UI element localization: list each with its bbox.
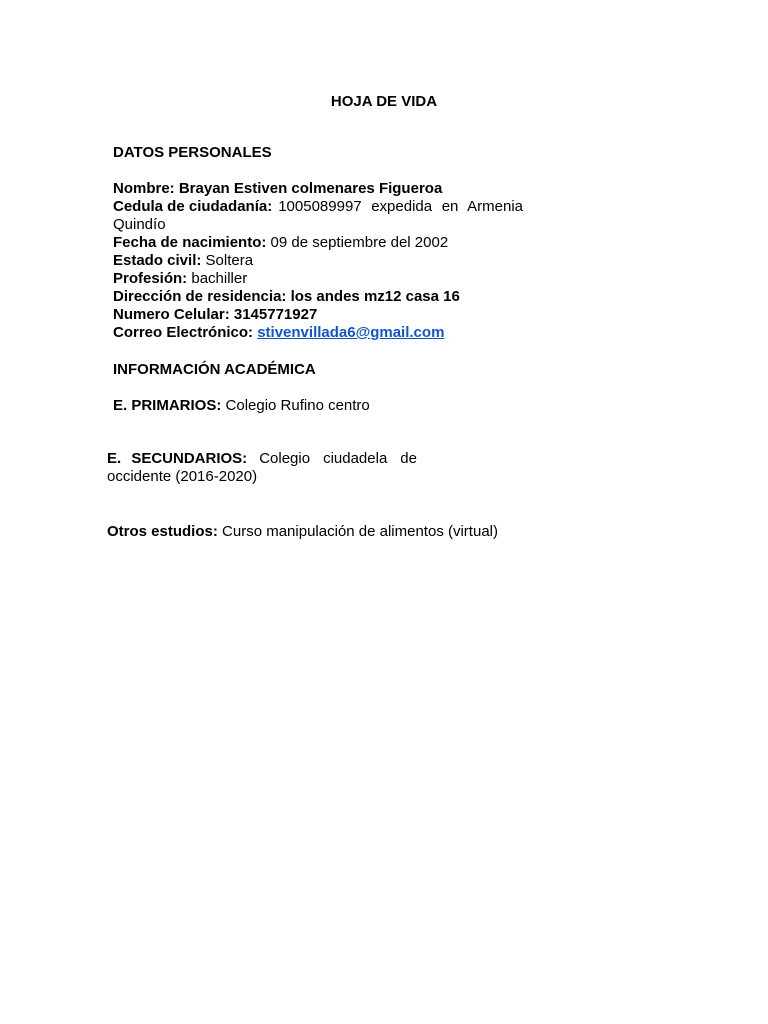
direccion-label: Dirección de residencia: — [113, 288, 287, 305]
estado-value: Soltera — [205, 252, 254, 269]
estado-label: Estado civil: — [113, 252, 202, 269]
otros-value: Curso manipulación de alimentos (virtual) — [222, 523, 498, 540]
cedula-value-line2: Quindío — [113, 216, 166, 233]
otros-estudios-line — [107, 523, 498, 541]
nombre-value: Brayan Estiven colmenares Figueroa — [178, 180, 443, 197]
cedula-value-line1: 1005089997 expedida en Armenia — [278, 198, 523, 215]
correo-label: Correo Electrónico: — [113, 324, 254, 341]
field-correo — [113, 324, 523, 342]
cedula-label: Cedula de ciudadanía: — [113, 198, 273, 215]
direccion-value: los andes mz12 casa 16 — [290, 288, 460, 305]
field-nombre — [113, 180, 523, 198]
email-link[interactable]: stivenvillada6@gmail.com — [257, 324, 445, 341]
field-direccion — [113, 288, 523, 306]
field-celular — [113, 306, 523, 324]
academic-heading: INFORMACIÓN ACADÉMICA — [113, 361, 316, 378]
otros-label: Otros estudios: — [107, 523, 218, 540]
celular-label: Numero Celular: — [113, 306, 230, 323]
field-cedula-continued — [113, 216, 523, 234]
nacimiento-label: Fecha de nacimiento: — [113, 234, 267, 251]
field-cedula — [113, 198, 523, 216]
primarios-label: E. PRIMARIOS: — [113, 397, 222, 414]
celular-value: 3145771927 — [233, 306, 318, 323]
profesion-value: bachiller — [191, 270, 248, 287]
field-estado-civil — [113, 252, 523, 270]
secundarios-block — [107, 450, 417, 486]
primarios-line — [113, 397, 370, 415]
secundarios-value-line1: Colegio ciudadela de — [259, 450, 417, 467]
secundarios-line1 — [107, 450, 417, 468]
personal-data-heading: DATOS PERSONALES — [113, 144, 272, 161]
nacimiento-value: 09 de septiembre del 2002 — [270, 234, 449, 251]
document-title: HOJA DE VIDA — [330, 93, 438, 110]
profesion-label: Profesión: — [113, 270, 188, 287]
personal-data-fields — [113, 180, 523, 342]
secundarios-value-line2: occidente (2016-2020) — [107, 468, 258, 485]
secundarios-label: E. SECUNDARIOS: — [107, 450, 248, 467]
nombre-label: Nombre: — [113, 180, 175, 197]
field-nacimiento — [113, 234, 523, 252]
primarios-value: Colegio Rufino centro — [225, 397, 370, 414]
field-profesion — [113, 270, 523, 288]
